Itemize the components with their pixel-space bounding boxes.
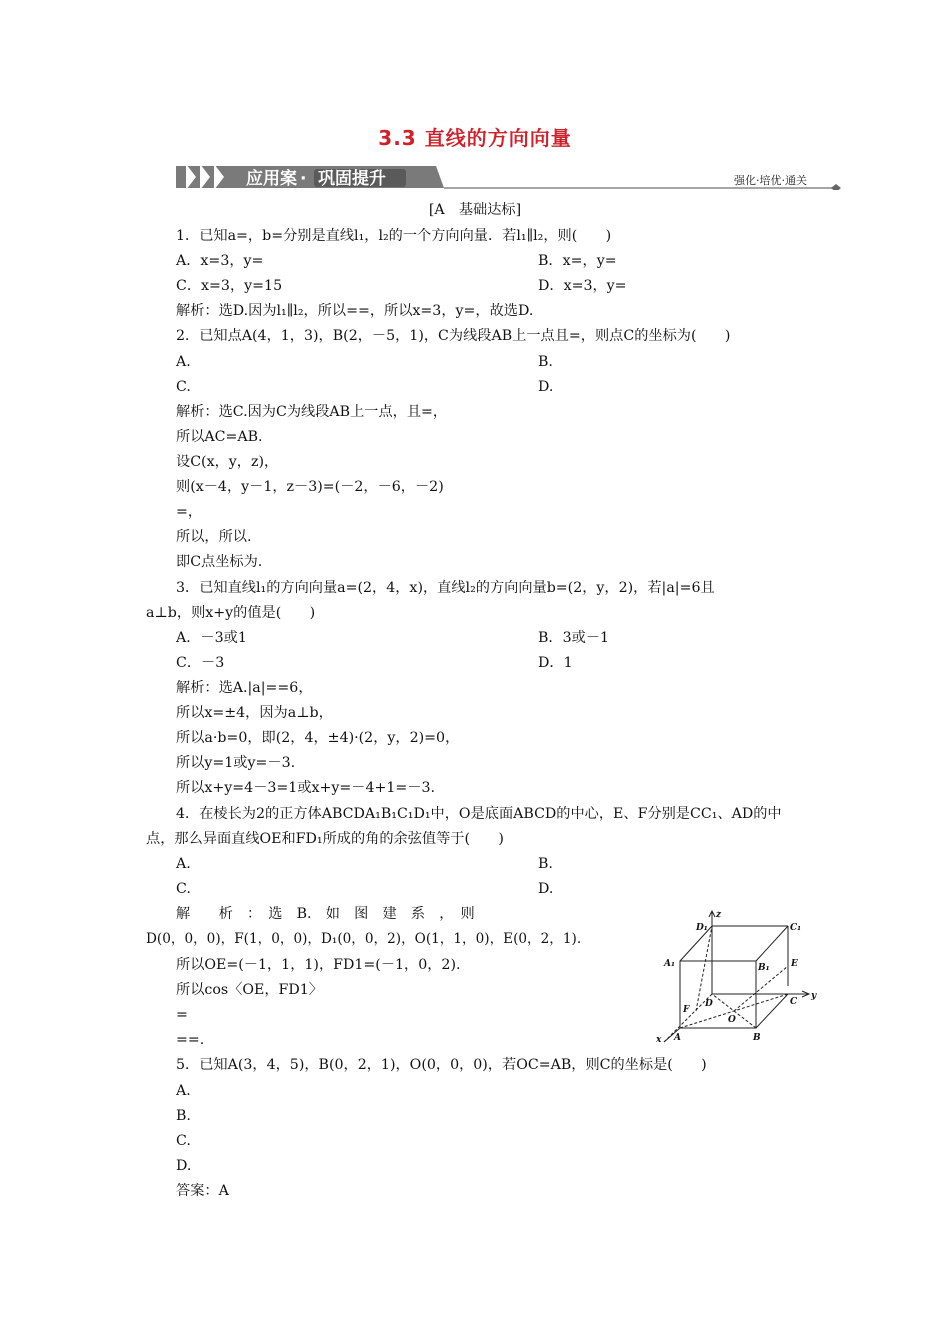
- q2-option-b: B.: [538, 354, 553, 370]
- q4-stem-continued: 点，那么异面直线OE和FD₁所成的角的余弦值等于( ): [146, 831, 504, 847]
- q2-solution-line: 所以AC=AB.: [176, 429, 263, 445]
- page-title: 3.3 直线的方向向量: [378, 126, 572, 150]
- q5-option-d: D.: [176, 1158, 192, 1174]
- banner-dot: ·: [300, 169, 307, 189]
- q2-solution-line: 即C点坐标为.: [176, 554, 263, 570]
- q5-answer: 答案：A: [176, 1183, 229, 1199]
- q1-option-b: B．x=，y=: [538, 253, 617, 269]
- label-z-axis: z: [716, 910, 722, 920]
- q4-solution-line: 所以cos〈OE，FD1〉: [176, 982, 323, 998]
- q4-option-b: B.: [538, 856, 553, 872]
- q2-stem: 2．已知点A(4，1，3)，B(2，－5，1)，C为线段AB上一点且=，则点C的坐标为( ): [176, 328, 731, 344]
- label-x-axis: x: [656, 1035, 662, 1045]
- q2-solution-line: 设C(x，y，z)，: [176, 454, 279, 470]
- banner-label-left: 应用案: [246, 169, 297, 189]
- q3-option-a: A．－3或1: [176, 630, 247, 646]
- q1-solution: 解析：选D.因为l₁∥l₂，所以==，所以x=3，y=，故选D.: [176, 303, 534, 319]
- q3-solution-line: 所以x+y=4－3=1或x+y=－4+1=－3.: [176, 780, 436, 796]
- q2-solution-line: =，: [176, 504, 203, 520]
- q2-option-a: A.: [176, 354, 191, 370]
- label-b1: B₁: [758, 963, 770, 973]
- label-a1: A₁: [664, 959, 675, 969]
- q3-option-c: C．－3: [176, 655, 225, 671]
- q5-option-c: C.: [176, 1133, 191, 1149]
- q3-option-b: B．3或－1: [538, 630, 610, 646]
- q2-option-c: C.: [176, 379, 191, 395]
- label-d1: D₁: [696, 923, 708, 933]
- q1-option-d: D．x=3，y=: [538, 278, 627, 294]
- q5-option-a: A.: [176, 1083, 191, 1099]
- section-heading: [A 基础达标]: [428, 202, 522, 218]
- q2-option-d: D.: [538, 379, 554, 395]
- label-c1: C₁: [790, 923, 802, 933]
- q4-solution-line: D(0，0，0)，F(1，0，0)，D₁(0，0，2)，O(1，1，0)，E(0，2，1).: [146, 931, 582, 947]
- q3-stem: 3．已知直线l₁的方向向量a=(2，4，x)，直线l₂的方向向量b=(2，y，2)，若|a|=6且: [176, 580, 715, 596]
- label-y-axis: y: [811, 991, 817, 1001]
- q5-option-b: B.: [176, 1108, 191, 1124]
- banner-right-tag: 强化·培优·通关: [734, 174, 807, 187]
- q4-stem: 4．在棱长为2的正方体ABCDA₁B₁C₁D₁中，O是底面ABCD的中心，E、F分别是CC₁、AD的中: [176, 806, 782, 822]
- section-banner: [176, 160, 848, 190]
- q2-solution-line: 解析：选C.因为C为线段AB上一点，且=，: [176, 404, 448, 420]
- q4-solution-line: 所以OE=(－1，1，1)，FD1=(－1，0，2).: [176, 957, 461, 973]
- q3-solution-line: 所以a·b=0，即(2，4，±4)·(2，y，2)=0，: [176, 730, 460, 746]
- label-f: F: [683, 1005, 690, 1015]
- q2-solution-line: 则(x－4，y－1，z－3)=(－2，－6，－2): [176, 479, 444, 495]
- q1-option-a: A．x=3，y=: [176, 253, 264, 269]
- label-c: C: [790, 997, 798, 1007]
- label-b: B: [753, 1033, 761, 1043]
- q1-option-c: C．x=3，y=15: [176, 278, 283, 294]
- q4-solution-line: ==.: [176, 1032, 205, 1048]
- label-e: E: [791, 959, 798, 969]
- q4-solution-line: 解 析 ： 选 B. 如 图 建 系 ， 则: [176, 906, 475, 922]
- label-o: O: [728, 1015, 736, 1025]
- q3-stem-continued: a⊥b，则x+y的值是( ): [146, 605, 316, 621]
- q4-solution-line: =: [176, 1007, 188, 1023]
- q4-option-c: C.: [176, 881, 191, 897]
- q5-stem: 5．已知A(3，4，5)，B(0，2，1)，O(0，0，0)，若OC=AB，则C的坐标是( ): [176, 1057, 707, 1073]
- q4-option-d: D.: [538, 881, 554, 897]
- q2-solution-line: 所以，所以.: [176, 529, 252, 545]
- q3-solution-line: 所以x=±4，因为a⊥b，: [176, 705, 333, 721]
- q3-option-d: D．1: [538, 655, 573, 671]
- banner-label-right: 巩固提升: [318, 169, 386, 189]
- q4-option-a: A.: [176, 856, 191, 872]
- label-a: A: [674, 1033, 681, 1043]
- cube-figure: [652, 906, 820, 1046]
- q3-solution-line: 解析：选A.|a|==6，: [176, 680, 313, 696]
- label-d: D: [705, 999, 713, 1009]
- q3-solution-line: 所以y=1或y=－3.: [176, 755, 296, 771]
- q1-stem: 1．已知a=，b=分别是直线l₁，l₂的一个方向向量．若l₁∥l₂，则( ): [176, 228, 612, 244]
